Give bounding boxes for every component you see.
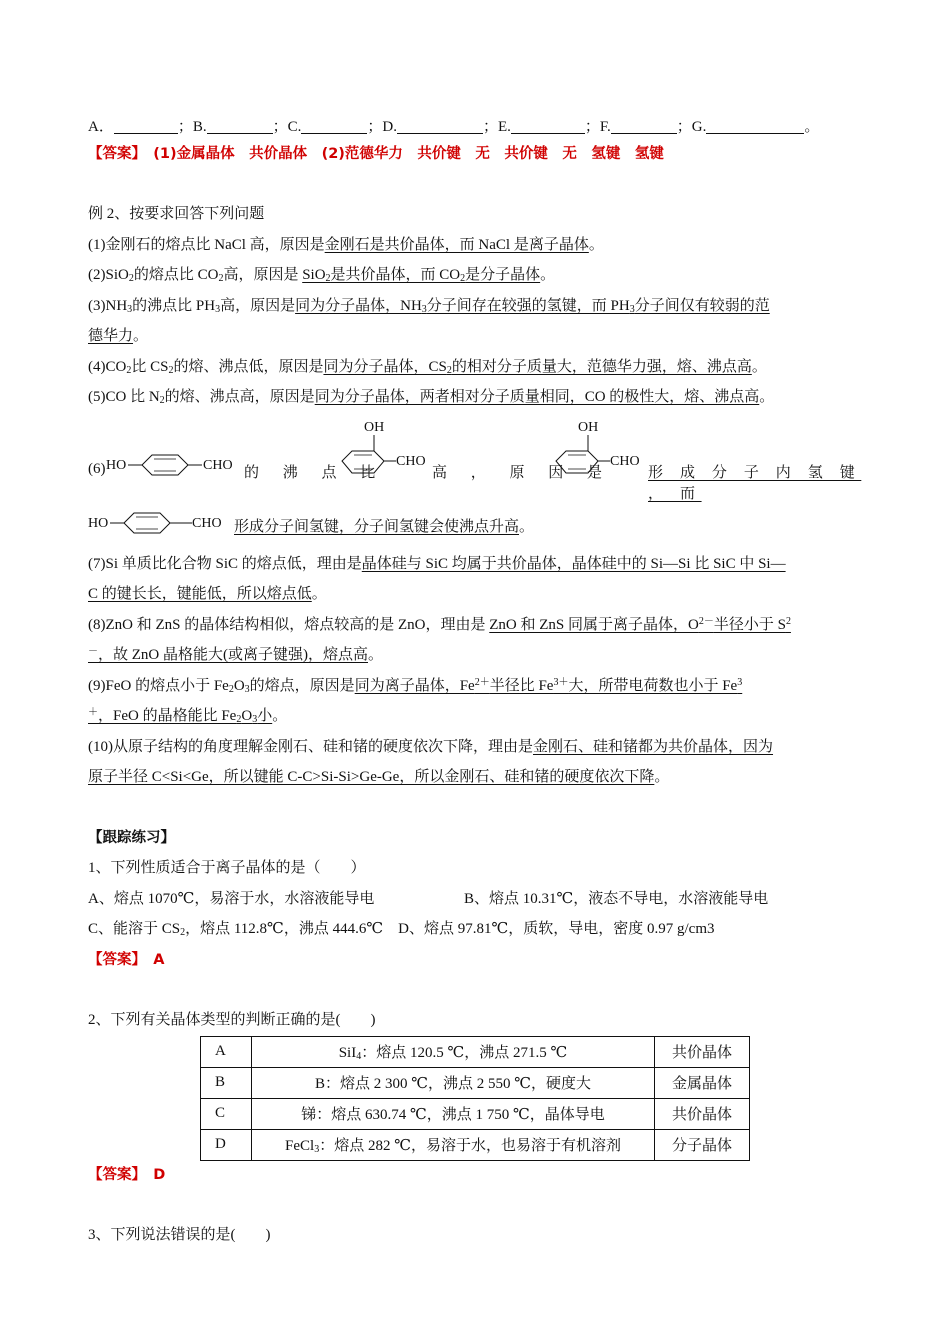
- option-description: 锑：熔点 630.74 ℃，沸点 1 750 ℃，晶体导电: [252, 1098, 655, 1129]
- blank-G: [706, 117, 804, 134]
- practice-q2-stem: 2、下列有关晶体类型的判断正确的是( ): [88, 1012, 376, 1028]
- example-q6: (6) HO CHO 的 沸 点 比 OH CHO 高 ， 原 因 是 OH CHO 形 成 分 子 内 氢 键 ， 而: [88, 413, 864, 505]
- option-b: B、熔点 10.31℃，液态不导电，水溶液能导电: [464, 890, 769, 907]
- answer-text: (1)金属晶体 共价晶体 (2)范德华力 共价键 无 共价键 无 氢键 氢键: [153, 145, 664, 162]
- example-q4: $(4)CO_2$比 $CS_2$的熔、沸点低，原因是同为分子晶体，$CS_2$的相对分子质量大，范德华力强，熔、沸点高。: [88, 358, 767, 376]
- mol-ho-label: HO: [88, 515, 109, 531]
- practice-q2-table: [200, 1036, 750, 1161]
- example-q7-cont: C 的键长长，键能低，所以熔点低。: [88, 586, 327, 602]
- mol-oh-label: OH: [364, 419, 385, 435]
- answer-label: 【答案】: [88, 145, 139, 162]
- practice-q1-options-ab: [88, 884, 864, 915]
- example-q5: (5)CO 比 $N_2$的熔、沸点高，原因是同为分子晶体，两者相对分子质量相同，CO 的极性大，熔、沸点高。: [88, 389, 775, 406]
- option-letter: A: [201, 1036, 252, 1067]
- option-c: C、能溶于 $CS_2$，熔点 112.8℃，沸点 444.6℃: [88, 921, 384, 938]
- mol-cho-label: CHO: [610, 453, 640, 469]
- example-q1: (1)金刚石的熔点比 NaCl 高，原因是金刚石是共价晶体，而 NaCl 是离子晶体。: [88, 236, 604, 253]
- option-a: A、熔点 1070℃，易溶于水，水溶液能导电: [88, 890, 375, 907]
- example-q7: (7)Si 单质比化合物 SiC 的熔点低，理由是晶体硅与 SiC 均属于共价晶体，晶体硅中的 Si—Si 比 SiC 中 Si—: [88, 555, 786, 572]
- practice-q1-answer: 【答案】 A: [88, 951, 165, 968]
- example-q3: $(3)NH_3$的沸点比 $PH_3$高，原因是同为分子晶体，$NH_3$分子间存在较强的氢键，而 $PH_3$分子间仅有较弱的范: [88, 297, 770, 315]
- example-title: 例 2、按要求回答下列问题: [88, 206, 265, 222]
- o-hydroxybenzaldehyde-structure: [340, 413, 436, 483]
- crystal-type: 分子晶体: [655, 1129, 750, 1160]
- mol-cho-label: CHO: [396, 453, 426, 469]
- option-description: B：熔点 2 300 ℃，沸点 2 550 ℃，硬度大: [252, 1067, 655, 1098]
- p-hydroxybenzaldehyde-structure: [106, 449, 244, 481]
- option-description: FeCl$_3$：熔点 282 ℃，易溶于水，也易溶于有机溶剂: [252, 1129, 655, 1160]
- example-q6-cont: HO CHO 形成分子间氢键，分子间氢键会使沸点升高。: [88, 505, 864, 549]
- table-row: [201, 1098, 750, 1129]
- blank-B: [207, 117, 273, 134]
- practice-q2-table-wrap: [88, 1036, 864, 1160]
- crystal-type: 金属晶体: [655, 1067, 750, 1098]
- practice-q3-stem: 3、下列说法错误的是( ): [88, 1227, 271, 1243]
- practice-header: 【跟踪练习】: [88, 829, 175, 846]
- p-hydroxybenzaldehyde-structure-2: [88, 507, 234, 539]
- crystal-type: 共价晶体: [655, 1036, 750, 1067]
- example-q3-cont: 德华力。: [88, 328, 149, 344]
- example-q8: (8)ZnO 和 ZnS 的晶体结构相似，熔点较高的是 ZnO，理由是 ZnO 和 ZnS 同属于离子晶体，$O^{2-}$半径小于 $S^2$: [88, 615, 791, 633]
- example-q8-cont: －，故 ZnO 晶格能大(或离子键强)，熔点高。: [88, 646, 384, 663]
- option-letter: C: [201, 1098, 252, 1129]
- example-q9: (9)FeO 的熔点小于 $Fe_2O_3$的熔点，原因是同为离子晶体，$Fe^{2+}$半径比 $Fe^{3+}$大，所带电荷数也小于 Fe$^3$: [88, 676, 743, 695]
- mol-cho-label: CHO: [203, 457, 233, 473]
- practice-q2-answer: 【答案】 D: [88, 1166, 166, 1183]
- answer-blanks-line: A． ；B. ；C. ；D. ；E. ；F. ；G. 。: [88, 119, 820, 135]
- table-row: [201, 1036, 750, 1067]
- mol-oh-label: OH: [578, 419, 599, 435]
- blank-E: [511, 117, 585, 134]
- table-row: [201, 1129, 750, 1160]
- table-row: [201, 1067, 750, 1098]
- crystal-type: 共价晶体: [655, 1098, 750, 1129]
- blank-D: [397, 117, 483, 134]
- option-letter: B: [201, 1067, 252, 1098]
- practice-q1-stem: 1、下列性质适合于离子晶体的是（ ）: [88, 860, 366, 876]
- blank-C: [301, 117, 367, 134]
- o-hydroxybenzaldehyde-structure-2: [554, 413, 650, 483]
- mol-ho-label: HO: [106, 457, 127, 473]
- option-letter: D: [201, 1129, 252, 1160]
- mol-cho-label: CHO: [192, 515, 222, 531]
- example-q2: (2)SiO$_2$的熔点比 $CO_2$高，原因是 SiO$_2$是共价晶体，而 $CO_2$是分子晶体。: [88, 267, 556, 284]
- example-q9-cont: ＋，FeO 的晶格能比 $Fe_2O_3$小。: [88, 707, 288, 725]
- blank-A: [114, 117, 178, 134]
- answer-line: [88, 139, 864, 170]
- option-description: SiI$_4$：熔点 120.5 ℃，沸点 271.5 ℃: [252, 1036, 655, 1067]
- example-q10-cont: 原子半径 C<Si<Ge，所以键能 C-C>Si-Si>Ge-Ge，所以金刚石、硅和锗的硬度依次下降。: [88, 769, 670, 785]
- document-page: [88, 108, 864, 1251]
- blank-F: [611, 117, 677, 134]
- option-d: D、熔点 97.81℃，质软，导电，密度 0.97 g/cm3: [398, 921, 715, 937]
- example-q10: (10)从原子结构的角度理解金刚石、硅和锗的硬度依次下降，理由是金刚石、硅和锗都为共价晶体，因为: [88, 738, 774, 755]
- practice-q1-options-cd: [88, 914, 864, 945]
